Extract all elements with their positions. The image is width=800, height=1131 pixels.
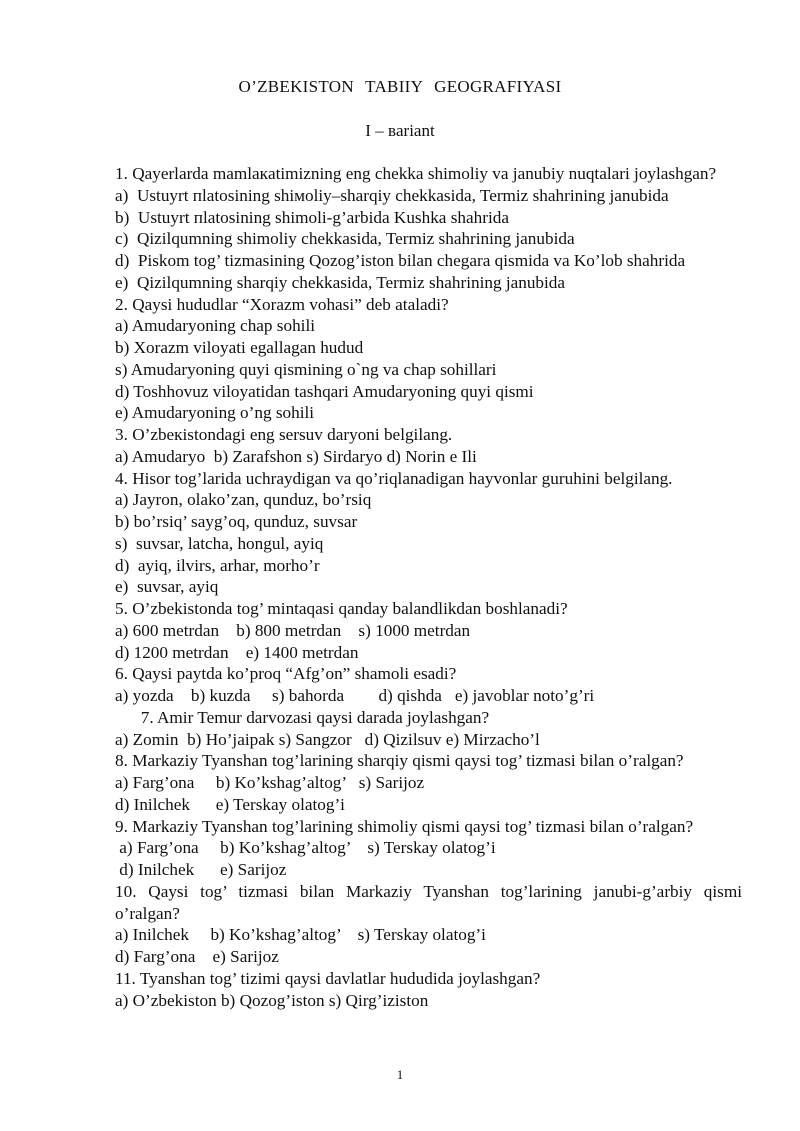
text-line: b) bo’rsiq’ sayg’oq, qunduz, suvsar: [115, 512, 358, 531]
text-line: 6. Qaysi paytda ko’proq “Afg’on” shamoli esadi?: [115, 664, 457, 684]
document-title: O’ZBEKISTON TABIIY GEOGRAFIYASI: [238, 77, 562, 96]
text-line: d) Inilchek e) Terskay olatog’i: [115, 794, 345, 814]
text-line: b) Xorazm viloyati egallagan hudud: [115, 338, 364, 357]
text-line: 3. O’zbeкistondagi eng sersuv daryoni belgilang.: [115, 425, 453, 444]
text-line: 5. O’zbekistonda tog’ mintaqasi qanday balandlikdan boshlanadi?: [115, 599, 568, 618]
text-line: s) Amudaryoning quyi qismining o`ng va chap sohillari: [115, 359, 497, 379]
text-line: 7. Amir Temur darvozasi qaysi darada joylashgan?: [115, 707, 490, 727]
text-line: a) Amudaryoning chap sohili: [115, 316, 316, 336]
text-line: 10. Qaysi tog’ tizmasi bilan Markaziy Tyanshan tog’larining janubi-g’arbiy qismi o’ralgan?: [115, 881, 742, 923]
text-line: b) Ustuyrt пlatosining shimoli-g’arbida Kushka shahrida: [115, 207, 509, 227]
text-line: e) Amudaryoning o’ng sohili: [115, 403, 315, 423]
text-line: d) 1200 metrdan e) 1400 metrdan: [115, 642, 359, 662]
text-line: 4. Hisor tog’larida uchraydigan va qo’riqlanadigan hayvonlar guruhini belgilang.: [115, 468, 673, 488]
text-line: 11. Tyanshan tog’ tizimi qaysi davlatlar hududida joylashgan?: [115, 968, 541, 988]
variant-label: I – вariant: [365, 121, 435, 140]
text-line: e) suvsar, ayiq: [115, 577, 219, 597]
text-line: a) O’zbekiston b) Qozog’iston s) Qirg’iziston: [115, 990, 429, 1010]
text-line: e) Qizilqumning sharqiy chekkasida, Termiz shahrining janubida: [115, 272, 566, 292]
text-line: c) Qizilqumning shimoliy chekkasida, Termiz shahrining janubida: [115, 229, 575, 249]
text-line: a) 600 metrdan b) 800 metrdan s) 1000 metrdan: [115, 620, 471, 640]
text-line: d) Farg’ona e) Sarijoz: [115, 947, 279, 966]
text-line: s) suvsar, latcha, hongul, ayiq: [115, 533, 324, 553]
text-line: d) Piskom tog’ tizmasining Qozog’iston bilan chegara qismida va Ko’lob shahrida: [115, 251, 686, 270]
text-line: 2. Qaysi hududlar “Xorazm vohasi” deb ataladi?: [115, 294, 449, 314]
text-line: a) Ustuyrt пlatosining shiмoliy–sharqiy chekkasida, Termiz shahrining janubida: [115, 185, 669, 205]
text-line: a) Inilchek b) Ko’kshag’altog’ s) Terskay olatog’i: [115, 925, 486, 945]
text-line: d) ayiq, ilvirs, arhar, morho’r: [115, 555, 320, 575]
text-line: a) yozda b) kuzda s) bahorda d) qishda e) javoblar noto’g’ri: [115, 686, 595, 705]
text-line: 8. Markaziy Tyanshan tog’larining sharqiy qismi qaysi tog’ tizmasi bilan o’ralgan?: [115, 751, 684, 771]
text-line: a) Farg’ona b) Ko’kshag’altog’ s) Terskay olatog’i: [115, 838, 496, 858]
text-line: 1. Qayerlarda mamlaкatimizning eng chekka shimoliy va janubiy nuqtalari joylashgan?: [115, 164, 717, 183]
text-line: a) Jayron, olako’zan, qunduz, bo’rsiq: [115, 490, 372, 510]
text-line: d) Inilchek e) Sarijoz: [115, 860, 287, 879]
text-line: a) Amudaryo b) Zarafshon s) Sirdaryo d) Norin e Ili: [115, 446, 477, 466]
question-list: [115, 163, 742, 1011]
text-line: a) Zomin b) Ho’jaipak s) Sangzor d) Qizilsuv e) Mirzacho’l: [115, 729, 540, 749]
text-line: d) Toshhovuz viloyatidan tashqari Amudaryoning quyi qismi: [115, 381, 534, 401]
text-line: a) Farg’ona b) Ko’kshag’altog’ s) Sarijoz: [115, 773, 425, 792]
page-number: 1: [396, 1067, 404, 1082]
text-line: 9. Markaziy Tyanshan tog’larining shimoliy qismi qaysi tog’ tizmasi bilan o’ralgan?: [115, 816, 694, 836]
